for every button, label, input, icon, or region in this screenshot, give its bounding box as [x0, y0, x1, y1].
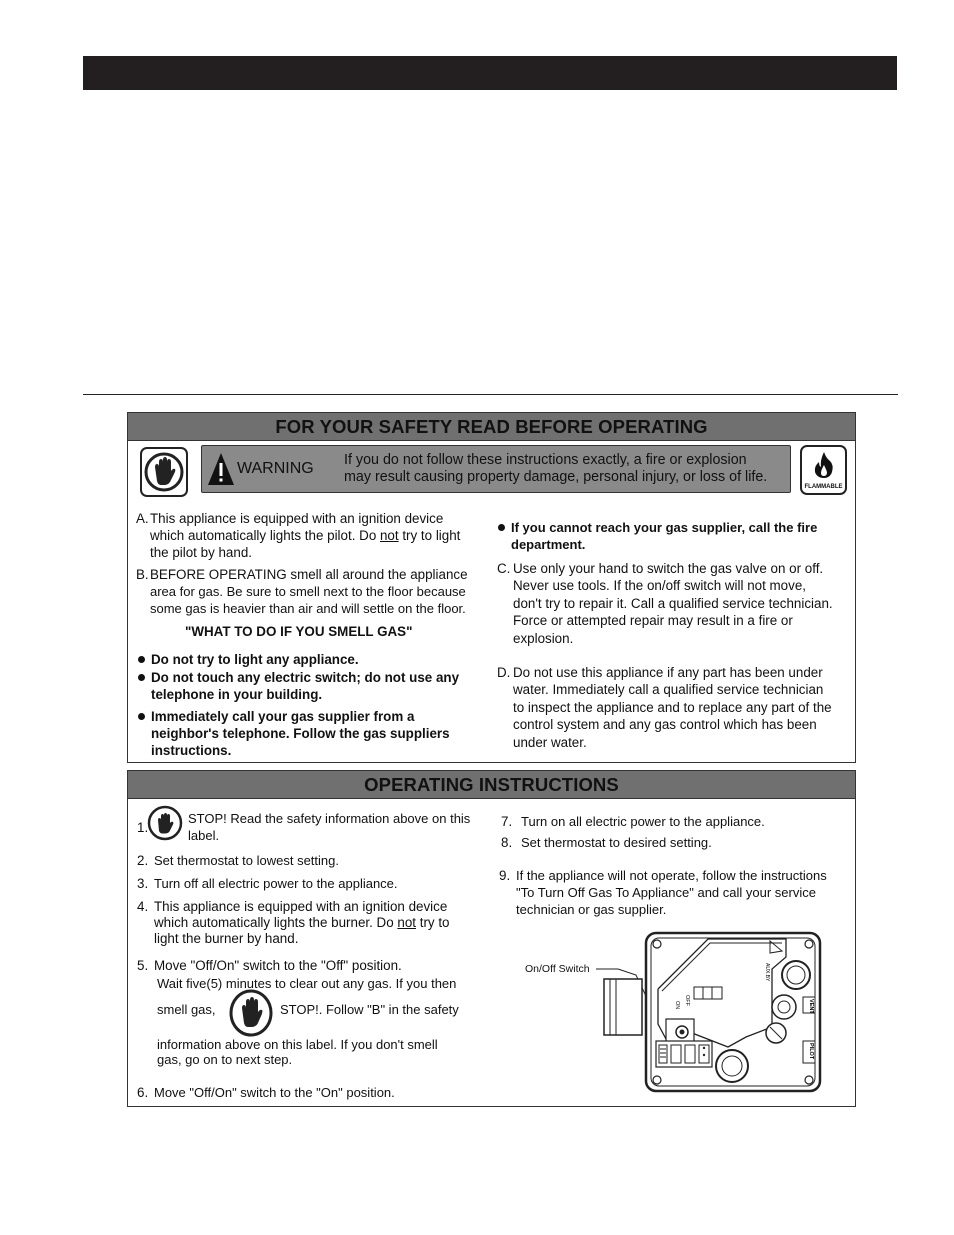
item-a-line-1: This appliance is equipped with an ignition device: [150, 511, 444, 526]
item-c-line-2: Never use tools. If the on/off switch will not move,: [513, 578, 806, 593]
bullet-4-line-2: department.: [511, 537, 586, 552]
item-d-marker: D.: [497, 665, 511, 680]
bullet-dot: [498, 524, 505, 531]
gas-valve-diagram: [596, 929, 824, 1095]
step-6-number: 6.: [137, 1085, 149, 1100]
bullet-2-line-2: telephone in your building.: [151, 687, 323, 702]
item-d-line-5: under water.: [513, 735, 587, 750]
item-b-marker: B.: [136, 567, 149, 582]
safety-panel: [127, 412, 856, 763]
on-label: ON: [674, 1001, 680, 1010]
item-b-line-1: BEFORE OPERATING smell all around the appliance: [150, 567, 468, 582]
bullet-3-line-1: Immediately call your gas supplier from a: [151, 709, 415, 724]
warning-banner: [201, 445, 791, 493]
item-c-marker: C.: [497, 561, 511, 576]
vent-port: [772, 995, 796, 1019]
step-4-line-3: light the burner by hand.: [154, 931, 299, 946]
control-knob: [782, 961, 810, 989]
warning-triangle-icon: [206, 451, 236, 487]
aux-label: AUX.BY: [764, 963, 770, 982]
step-9-line-1: If the appliance will not operate, follow the instructions: [516, 868, 827, 883]
step-6-text: Move "Off/On" switch to the "On" position.: [154, 1085, 395, 1100]
warning-label: WARNING: [237, 460, 314, 477]
step-4-line-2: which automatically lights the burner. Do not try to: [154, 915, 450, 930]
bullet-dot: [138, 713, 145, 720]
step-3-text: Turn off all electric power to the appliance.: [154, 876, 398, 891]
operating-title: OPERATING INSTRUCTIONS: [128, 771, 855, 799]
pilot-label: PILOT: [808, 1043, 814, 1060]
step-2-text: Set thermostat to lowest setting.: [154, 853, 339, 868]
item-a-line-2: which automatically lights the pilot. Do not try to light: [150, 528, 461, 543]
step-5-line-2: Wait five(5) minutes to clear out any gas. If you then: [157, 976, 457, 991]
step-5-line-3b: STOP!. Follow "B" in the safety: [280, 1002, 459, 1017]
smell-gas-heading: "WHAT TO DO IF YOU SMELL GAS": [185, 624, 413, 639]
step-7-text: Turn on all electric power to the appliance.: [521, 814, 765, 829]
flame-icon: [811, 451, 837, 479]
step-5-line-5: gas, go on to next step.: [157, 1052, 293, 1067]
item-b-line-2: area for gas. Be sure to smell next to the floor because: [150, 584, 466, 599]
step-3-number: 3.: [137, 876, 149, 891]
step-4-number: 4.: [137, 899, 149, 914]
item-c-line-3: don't try to repair it. Call a qualified service technician.: [513, 596, 833, 611]
item-c-line-4: Force or attempted repair may result in a fire or: [513, 613, 793, 628]
item-c-line-5: explosion.: [513, 631, 574, 646]
step-5-line-4: information above on this label. If you don't smell: [157, 1037, 438, 1052]
step-9-number: 9.: [499, 868, 511, 883]
horizontal-rule: [83, 394, 898, 395]
item-b-line-3: some gas is heavier than air and will settle on the floor.: [150, 601, 466, 616]
item-a-line-3: the pilot by hand.: [150, 545, 252, 560]
stop-hand-icon: [229, 989, 273, 1037]
step-2-number: 2.: [137, 853, 149, 868]
vent-label: VENT: [808, 999, 814, 1014]
step-5-line-1: Move "Off/On" switch to the "Off" position.: [154, 958, 402, 973]
step-9-line-3: technician or gas supplier.: [516, 902, 667, 917]
off-label: OFF: [684, 995, 690, 1006]
item-d-line-4: control system and any gas control which has been: [513, 717, 817, 732]
step-8-number: 8.: [501, 835, 513, 850]
bullet-2-line-1: Do not touch any electric switch; do not use any: [151, 670, 460, 685]
step-7-number: 7.: [501, 814, 513, 829]
outlet-port: [716, 1050, 748, 1082]
step-9-line-2: "To Turn Off Gas To Appliance" and call your service: [516, 885, 816, 900]
bullet-dot: [138, 656, 145, 663]
flammable-badge: [800, 445, 847, 495]
flammable-label: FLAMMABLE: [804, 484, 843, 490]
stop-hand-icon: [147, 805, 183, 841]
safety-title: FOR YOUR SAFETY READ BEFORE OPERATING: [128, 413, 855, 441]
section-header-bar: [83, 56, 897, 90]
bullet-3-line-3: instructions.: [151, 743, 232, 758]
item-d-line-2: water. Immediately call a qualified service technician: [513, 682, 824, 697]
operating-panel: [127, 770, 856, 1107]
on-off-switch-label: On/Off Switch: [525, 963, 590, 975]
label-block: [694, 987, 722, 999]
step-1-line-1: STOP! Read the safety information above on this: [188, 811, 471, 826]
step-5-number: 5.: [137, 958, 149, 973]
item-c-line-1: Use only your hand to switch the gas valve on or off.: [513, 561, 824, 576]
step-1-line-2: label.: [188, 828, 220, 843]
warning-line-2: may result causing property damage, personal injury, or loss of life.: [344, 469, 768, 485]
item-a-marker: A.: [136, 511, 149, 526]
bullet-4-line-1: If you cannot reach your gas supplier, call the fire: [511, 520, 818, 535]
bullet-1: Do not try to light any appliance.: [151, 652, 359, 667]
warning-text: [344, 452, 767, 486]
stop-hand-icon: [140, 447, 188, 497]
warning-line-1: If you do not follow these instructions exactly, a fire or explosion: [344, 452, 747, 468]
step-1-number: 1.: [137, 820, 149, 835]
item-d-line-1: Do not use this appliance if any part has been under: [513, 665, 823, 680]
step-8-text: Set thermostat to desired setting.: [521, 835, 712, 850]
bullet-dot: [138, 674, 145, 681]
bullet-3-line-2: neighbor's telephone. Follow the gas suppliers: [151, 726, 450, 741]
step-5-line-3a: smell gas,: [157, 1002, 216, 1017]
step-4-line-1: This appliance is equipped with an ignition device: [154, 899, 448, 914]
item-d-line-3: to inspect the appliance and to replace any part of the: [513, 700, 832, 715]
